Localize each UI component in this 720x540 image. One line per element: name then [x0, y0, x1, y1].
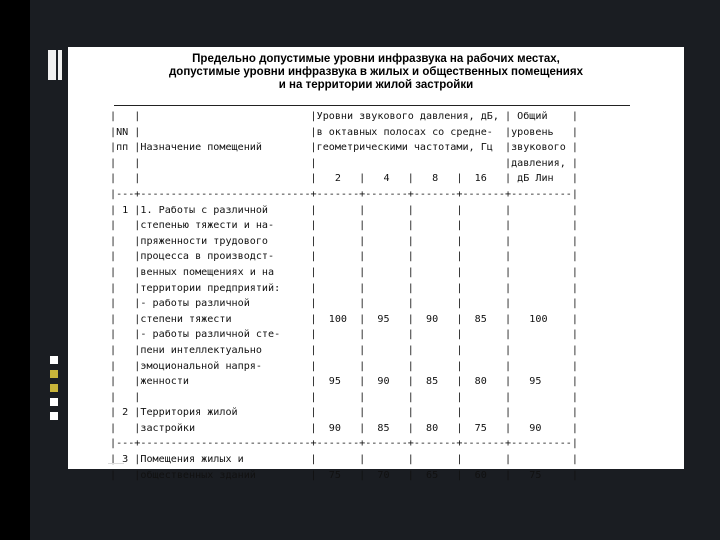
table-row-line: | |степенью тяжести и на- | | | | | | — [110, 220, 578, 232]
title-line-3: и на территории жилой застройки — [278, 79, 474, 91]
accent-bar-right — [58, 50, 62, 80]
table-header-line: | | | |давления, | — [110, 157, 578, 169]
table-row-line: |---+----------------------------+-------+-------+-------+-------+----------| — [110, 188, 578, 200]
table-row-line: | |пени интеллектуально | | | | | | — [110, 344, 578, 356]
table-header-line: | | | 2 | 4 | 8 | 16 | дБ Лин | — [110, 173, 578, 185]
table-row-line: | |общественных зданий | 75 | 70 | 65 | 60 | 75 | — [110, 469, 578, 481]
table-row-line: | |эмоциональной напря- | | | | | | — [110, 360, 578, 372]
title-rule — [114, 105, 630, 106]
table-row-line: | |- работы различной | | | | | | — [110, 298, 578, 310]
side-square — [50, 370, 58, 378]
side-square — [50, 384, 58, 392]
table-header-line: |NN | |в октавных полосах со средне- |уровень | — [110, 126, 578, 138]
table-row-line: | |степени тяжести | 100 | 95 | 90 | 85 | 100 | — [110, 313, 578, 325]
table-row-line: |---+----------------------------+-------+-------+-------+-------+----------| — [110, 438, 578, 450]
document-image — [68, 47, 684, 481]
table-row-line: | |процесса в производст- | | | | | | — [110, 251, 578, 263]
table-row-line: | |- работы различной сте- | | | | | | — [110, 329, 578, 341]
infrasound-table — [110, 109, 578, 483]
table-row-line: | |территории предприятий: | | | | | | — [110, 282, 578, 294]
bottom-mark — [108, 463, 124, 464]
table-row-line: | |пряженности трудового | | | | | | — [110, 235, 578, 247]
side-square — [50, 356, 58, 364]
table-row-line: | |венных помещениях и на | | | | | | — [110, 266, 578, 278]
table-header-line: |пп |Назначение помещений |геометрическими частотами, Гц |звукового | — [110, 142, 578, 154]
table-header-line: | | |Уровни звукового давления, дБ, | Общий | — [110, 111, 578, 122]
title-line-1: Предельно допустимые уровни инфразвука на рабочих местах, — [192, 53, 560, 65]
table-row-line: | | | | | | | | — [110, 391, 578, 403]
side-square — [50, 412, 58, 420]
accent-bar-left — [48, 50, 56, 80]
table-row-line: | 3 |Помещения жилых и | | | | | | — [110, 454, 578, 466]
table-row-line: | 1 |1. Работы с различной | | | | | | — [110, 204, 578, 216]
document-title — [68, 53, 684, 92]
title-line-2: допустимые уровни инфразвука в жилых и общественных помещениях — [169, 66, 583, 78]
side-square — [50, 398, 58, 406]
table-row-line: | |застройки | 90 | 85 | 80 | 75 | 90 | — [110, 422, 578, 434]
table-row-line: | 2 |Территория жилой | | | | | | — [110, 407, 578, 419]
table-row-line: | |женности | 95 | 90 | 85 | 80 | 95 | — [110, 376, 578, 388]
